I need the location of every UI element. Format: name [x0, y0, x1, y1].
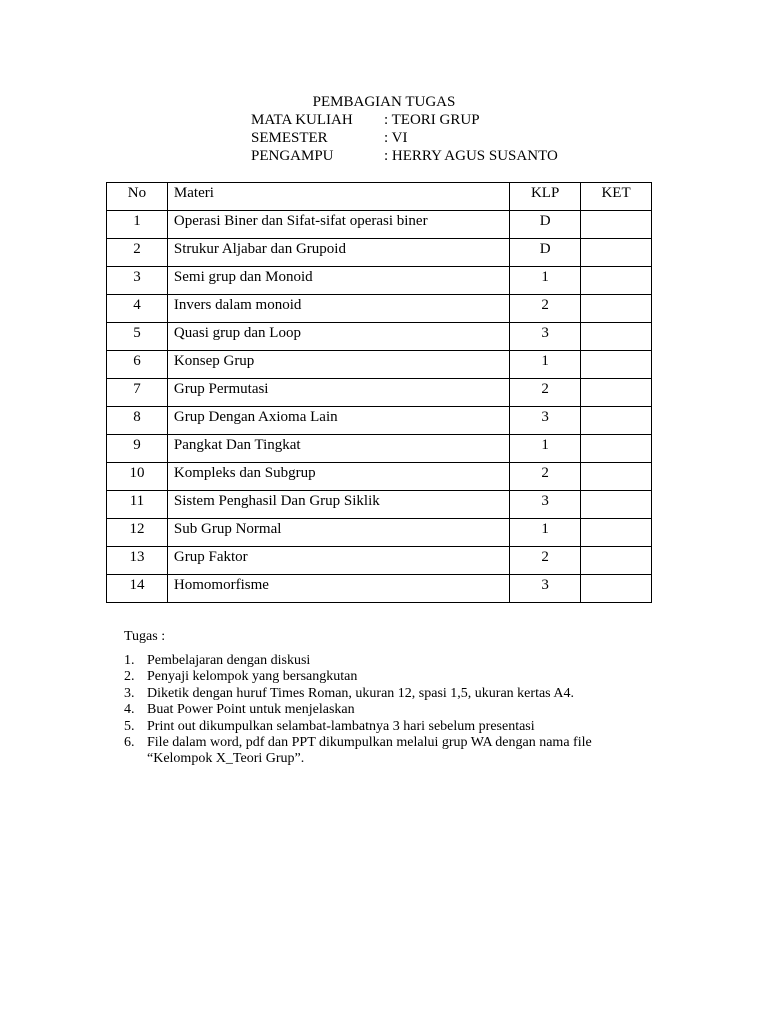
- cell-klp: 2: [510, 379, 581, 407]
- cell-materi: Grup Permutasi: [167, 379, 509, 407]
- table-row: [107, 547, 652, 575]
- cell-ket: [581, 575, 652, 603]
- list-item: [124, 719, 624, 735]
- cell-ket: [581, 351, 652, 379]
- cell-ket: [581, 407, 652, 435]
- cell-ket: [581, 547, 652, 575]
- list-item-text: Pembelajaran dengan diskusi: [147, 653, 311, 668]
- cell-klp: 1: [510, 519, 581, 547]
- cell-klp: 3: [510, 323, 581, 351]
- cell-klp: 3: [510, 491, 581, 519]
- table-row: [107, 519, 652, 547]
- info-label: MATA KULIAH: [251, 112, 353, 128]
- cell-ket: [581, 519, 652, 547]
- info-value: : TEORI GRUP: [384, 112, 480, 128]
- list-item: [124, 702, 624, 718]
- column-header-materi: Materi: [167, 183, 509, 211]
- cell-ket: [581, 211, 652, 239]
- cell-no: 8: [107, 407, 168, 435]
- cell-klp: 2: [510, 547, 581, 575]
- cell-materi: Semi grup dan Monoid: [167, 267, 509, 295]
- cell-ket: [581, 239, 652, 267]
- list-item-number: 5.: [124, 718, 135, 734]
- cell-materi: Quasi grup dan Loop: [167, 323, 509, 351]
- cell-klp: 1: [510, 267, 581, 295]
- cell-no: 3: [107, 267, 168, 295]
- cell-no: 14: [107, 575, 168, 603]
- list-item-number: 3.: [124, 685, 135, 701]
- cell-ket: [581, 435, 652, 463]
- cell-materi: Homomorfisme: [167, 575, 509, 603]
- table-row: [107, 295, 652, 323]
- table-row: [107, 211, 652, 239]
- cell-ket: [581, 267, 652, 295]
- info-value: : HERRY AGUS SUSANTO: [384, 148, 558, 164]
- cell-klp: 2: [510, 295, 581, 323]
- table-row: [107, 575, 652, 603]
- cell-klp: D: [510, 211, 581, 239]
- cell-no: 11: [107, 491, 168, 519]
- cell-no: 12: [107, 519, 168, 547]
- cell-ket: [581, 323, 652, 351]
- cell-ket: [581, 295, 652, 323]
- list-item-text: Penyaji kelompok yang bersangkutan: [147, 669, 358, 685]
- column-header-klp: KLP: [510, 183, 581, 211]
- cell-ket: [581, 491, 652, 519]
- table-row: [107, 239, 652, 267]
- cell-materi: Operasi Biner dan Sifat-sifat operasi biner: [167, 211, 509, 239]
- cell-klp: 1: [510, 351, 581, 379]
- cell-materi: Sistem Penghasil Dan Grup Siklik: [167, 491, 509, 519]
- column-header-no: No: [107, 183, 168, 211]
- list-item-number: 2.: [124, 669, 135, 685]
- table-row: [107, 463, 652, 491]
- cell-ket: [581, 463, 652, 491]
- cell-materi: Pangkat Dan Tingkat: [167, 435, 509, 463]
- table-row: [107, 267, 652, 295]
- document-title: PEMBAGIAN TUGAS: [312, 94, 456, 110]
- task-table: [106, 182, 652, 603]
- list-item-text: Diketik dengan huruf Times Roman, ukuran 12, spasi 1,5, ukuran kertas A4.: [147, 685, 574, 701]
- cell-klp: 1: [510, 435, 581, 463]
- cell-no: 7: [107, 379, 168, 407]
- cell-ket: [581, 379, 652, 407]
- table-row: [107, 407, 652, 435]
- cell-materi: Konsep Grup: [167, 351, 509, 379]
- cell-no: 2: [107, 239, 168, 267]
- table-row: [107, 379, 652, 407]
- cell-no: 13: [107, 547, 168, 575]
- info-label: PENGAMPU: [251, 148, 334, 164]
- tugas-list: [124, 653, 624, 768]
- list-item: [124, 653, 624, 669]
- table-header-row: [107, 183, 652, 211]
- list-item: [124, 686, 624, 702]
- list-item: [124, 669, 624, 685]
- cell-no: 9: [107, 435, 168, 463]
- list-item-text: Print out dikumpulkan selambat-lambatnya 3 hari sebelum presentasi: [147, 718, 535, 734]
- cell-no: 1: [107, 211, 168, 239]
- cell-materi: Sub Grup Normal: [167, 519, 509, 547]
- cell-klp: D: [510, 239, 581, 267]
- cell-no: 5: [107, 323, 168, 351]
- table-row: [107, 351, 652, 379]
- list-item: [124, 735, 624, 768]
- column-header-ket: KET: [581, 183, 652, 211]
- list-item-text: Buat Power Point untuk menjelaskan: [147, 702, 355, 718]
- table-row: [107, 435, 652, 463]
- cell-materi: Grup Faktor: [167, 547, 509, 575]
- table-row: [107, 491, 652, 519]
- cell-no: 4: [107, 295, 168, 323]
- cell-materi: Strukur Aljabar dan Grupoid: [167, 239, 509, 267]
- list-item-text: File dalam word, pdf dan PPT dikumpulkan melalui grup WA dengan nama file “Kelompok X_Teori Grup”.: [147, 735, 592, 767]
- table-body: [107, 211, 652, 603]
- info-label: SEMESTER: [251, 130, 328, 146]
- list-item-number: 6.: [124, 735, 135, 751]
- list-item-number: 4.: [124, 702, 135, 718]
- cell-no: 10: [107, 463, 168, 491]
- list-item-number: 1.: [124, 653, 135, 668]
- cell-klp: 3: [510, 407, 581, 435]
- info-value: : VI: [384, 130, 408, 146]
- table-row: [107, 323, 652, 351]
- cell-materi: Invers dalam monoid: [167, 295, 509, 323]
- cell-materi: Kompleks dan Subgrup: [167, 463, 509, 491]
- tugas-heading: Tugas :: [124, 629, 166, 644]
- cell-klp: 3: [510, 575, 581, 603]
- cell-klp: 2: [510, 463, 581, 491]
- cell-materi: Grup Dengan Axioma Lain: [167, 407, 509, 435]
- cell-no: 6: [107, 351, 168, 379]
